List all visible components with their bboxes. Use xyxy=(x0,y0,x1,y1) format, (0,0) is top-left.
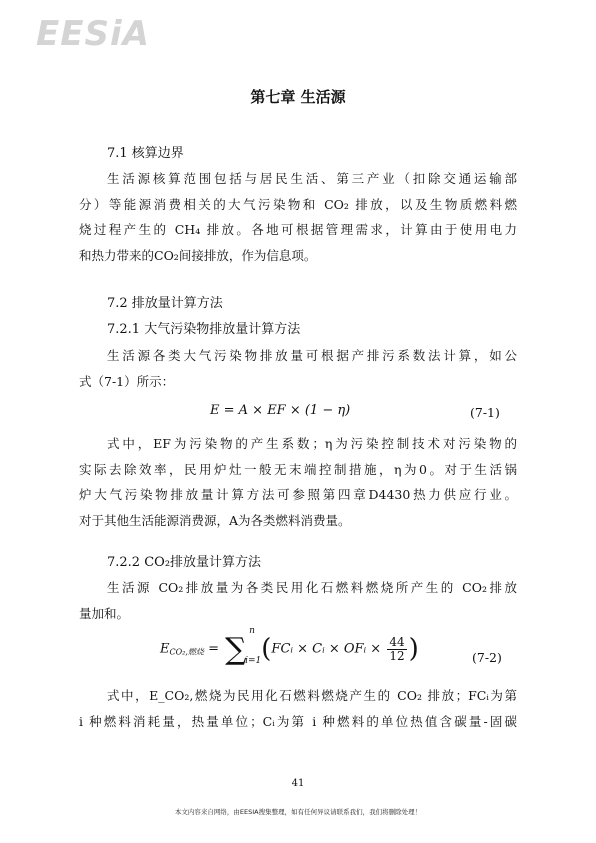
page-number: 41 xyxy=(291,778,305,789)
equation-7-1: E = A × EF × (1 − η) xyxy=(210,403,351,418)
text-line: 量加和。 xyxy=(79,605,130,621)
left-paren: ( xyxy=(261,634,272,664)
eq-lhs: E xyxy=(160,641,170,657)
section-7-2-1-heading: 7.2.1 大气污染物排放量计算方法 xyxy=(107,322,301,337)
chapter-title: 第七章 生活源 xyxy=(250,88,346,106)
text-line: 生活源各类大气污染物排放量可根据产排污系数法计算，如公 xyxy=(107,348,517,363)
sum-upper-limit: n xyxy=(249,626,255,636)
text-line: 式中，EF为污染物的产生系数；η为污染控制技术对污染物的 xyxy=(107,436,517,451)
eq-lhs-subscript: CO₂,燃烧 xyxy=(169,647,204,657)
section-7-2-2-intro xyxy=(79,575,517,626)
eq-equals: = xyxy=(208,641,219,657)
text-line: 生活源核算范围包括与居民生活、第三产业（扣除交通运输部 xyxy=(107,171,517,186)
text-line: 对于其他生活能源消费源，A为各类燃料消费量。 xyxy=(79,512,351,528)
text-line: 生活源 CO₂排放量为各类民用化石燃料燃烧所产生的 CO₂排放 xyxy=(107,580,517,595)
fraction-denominator: 12 xyxy=(389,648,405,663)
section-7-1-body xyxy=(79,166,517,268)
text-line: 式中，E_CO₂,燃烧为民用化石燃料燃烧产生的 CO₂ 排放；FCᵢ为第 xyxy=(107,688,517,703)
eesia-logo: EESiA xyxy=(36,14,150,54)
section-7-2-1-explanation xyxy=(79,431,517,533)
text-line: i 种燃料消耗量，热量单位；Cᵢ为第 i 种燃料的单位热值含碳量-固碳 xyxy=(79,713,517,729)
eq-body: FCᵢ × Cᵢ × OFᵢ × xyxy=(271,641,382,657)
equation-7-1-number: (7-1) xyxy=(470,405,500,420)
section-7-1-heading: 7.1 核算边界 xyxy=(107,146,184,161)
text-line: 烧过程产生的 CH₄ 排放。各地可根据管理需求，计算由于使用电力 xyxy=(79,222,517,237)
section-7-2-2-explanation xyxy=(79,683,517,734)
text-line: 式（7-1）所示： xyxy=(79,373,175,389)
equation-7-2 xyxy=(160,626,419,667)
fraction xyxy=(387,636,406,663)
right-paren: ) xyxy=(408,634,419,664)
equation-7-2-number: (7-2) xyxy=(472,650,502,665)
sum-lower-limit: i=1 xyxy=(245,656,262,666)
section-7-2-2-heading: 7.2.2 CO₂排放量计算方法 xyxy=(107,555,262,570)
text-line: 分）等能源消费相关的大气污染物和 CO₂ 排放，以及生物质燃料燃 xyxy=(79,196,517,212)
summation-symbol: ∑ n i=1 xyxy=(225,626,262,667)
section-7-2-1-intro xyxy=(79,343,517,394)
fraction-numerator: 44 xyxy=(389,634,405,649)
text-line: 和热力带来的CO₂间接排放，作为信息项。 xyxy=(79,247,317,263)
text-line: 炉大气污染物排放量计算方法可参照第四章D4430热力供应行业。 xyxy=(79,487,517,502)
footer-disclaimer: 本文内容来自网络，由EESIA搜集整理，如有任何异议请联系我们，我们将删除处理！ xyxy=(174,808,422,816)
text-line: 实际去除效率，民用炉灶一般无末端控制措施，η为0。对于生活锅 xyxy=(79,461,517,477)
section-7-2-heading: 7.2 排放量计算方法 xyxy=(107,296,223,311)
